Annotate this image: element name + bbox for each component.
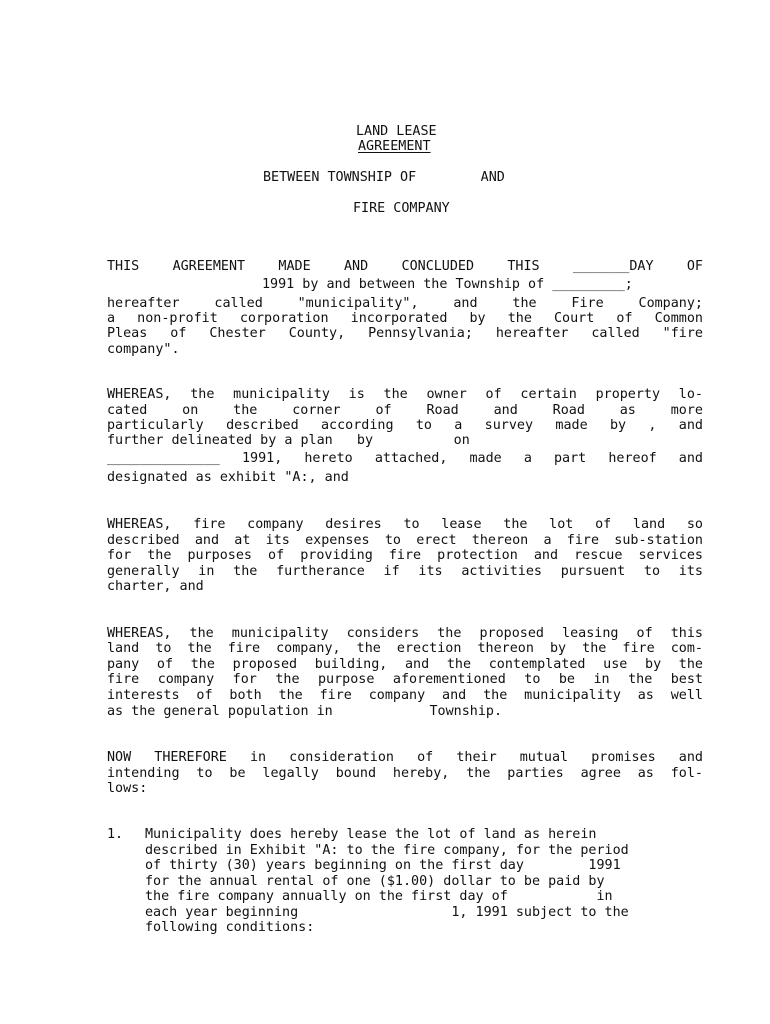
whereas-2-line: described and at its expenses to erect thereon a fire sub-station	[107, 533, 703, 548]
whereas-3-line: land to the fire company, the erection thereon by the fire com-	[107, 641, 703, 656]
item-1-line: of thirty (30) years beginning on the first day 1991	[145, 858, 621, 873]
whereas-1-line: designated as exhibit "A:, and	[107, 470, 349, 485]
now-therefore-line: NOW THEREFORE in consideration of their mutual promises and	[107, 750, 703, 765]
whereas-3-line: as the general population in Township.	[107, 704, 503, 719]
title-line-4: FIRE COMPANY	[353, 201, 450, 216]
item-1-line: following conditions:	[145, 920, 315, 935]
preamble-line: Pleas of Chester County, Pennsylvania; hereafter called "fire	[107, 326, 703, 341]
preamble-line: company".	[107, 342, 180, 357]
item-number: 1.	[107, 827, 124, 842]
preamble-line: THIS AGREEMENT MADE AND CONCLUDED THIS _______DAY OF	[107, 259, 703, 274]
whereas-3-line: fire company for the purpose aforementioned to be in the best	[107, 672, 703, 687]
whereas-3-line: WHEREAS, the municipality considers the proposed leasing of this	[107, 626, 703, 641]
whereas-2-line: WHEREAS, fire company desires to lease the lot of land so	[107, 517, 703, 532]
now-therefore-line: lows:	[107, 781, 148, 796]
title-line-3: BETWEEN TOWNSHIP OF AND	[263, 170, 505, 185]
whereas-1-line: WHEREAS, the municipality is the owner of certain property lo-	[107, 387, 703, 402]
preamble-line: a non-profit corporation incorporated by the Court of Common	[107, 311, 703, 326]
preamble-line: hereafter called "municipality", and the Fire Company;	[107, 296, 703, 311]
whereas-1-line: cated on the corner of Road and Road as more	[107, 403, 703, 418]
whereas-3-line: interests of both the fire company and the municipality as well	[107, 688, 703, 703]
whereas-1-line: particularly described according to a survey made by , and	[107, 418, 703, 433]
whereas-3-line: pany of the proposed building, and the contemplated use by the	[107, 657, 703, 672]
title-line-2: AGREEMENT	[358, 139, 431, 154]
whereas-1-line: further delineated by a plan by on	[107, 433, 470, 448]
item-1-line: for the annual rental of one ($1.00) dollar to be paid by	[145, 874, 605, 889]
whereas-2-line: generally in the furtherance if its activities pursuent to its	[107, 564, 703, 579]
whereas-2-line: charter, and	[107, 579, 204, 594]
whereas-1-line: ______________ 1991, hereto attached, made a part hereof and	[107, 451, 703, 466]
now-therefore-line: intending to be legally bound hereby, the parties agree as fol-	[107, 766, 703, 781]
item-1-line: the fire company annually on the first day of in	[145, 889, 613, 904]
whereas-2-line: for the purposes of providing fire protection and rescue services	[107, 548, 703, 563]
title-line-1: LAND LEASE	[356, 124, 437, 139]
preamble-line: 1991 by and between the Township of _________;	[262, 277, 633, 292]
item-1-line: Municipality does hereby lease the lot of land as herein	[145, 827, 597, 842]
item-1-line: described in Exhibit "A: to the fire company, for the period	[145, 843, 629, 858]
item-1-line: each year beginning 1, 1991 subject to the	[145, 905, 629, 920]
